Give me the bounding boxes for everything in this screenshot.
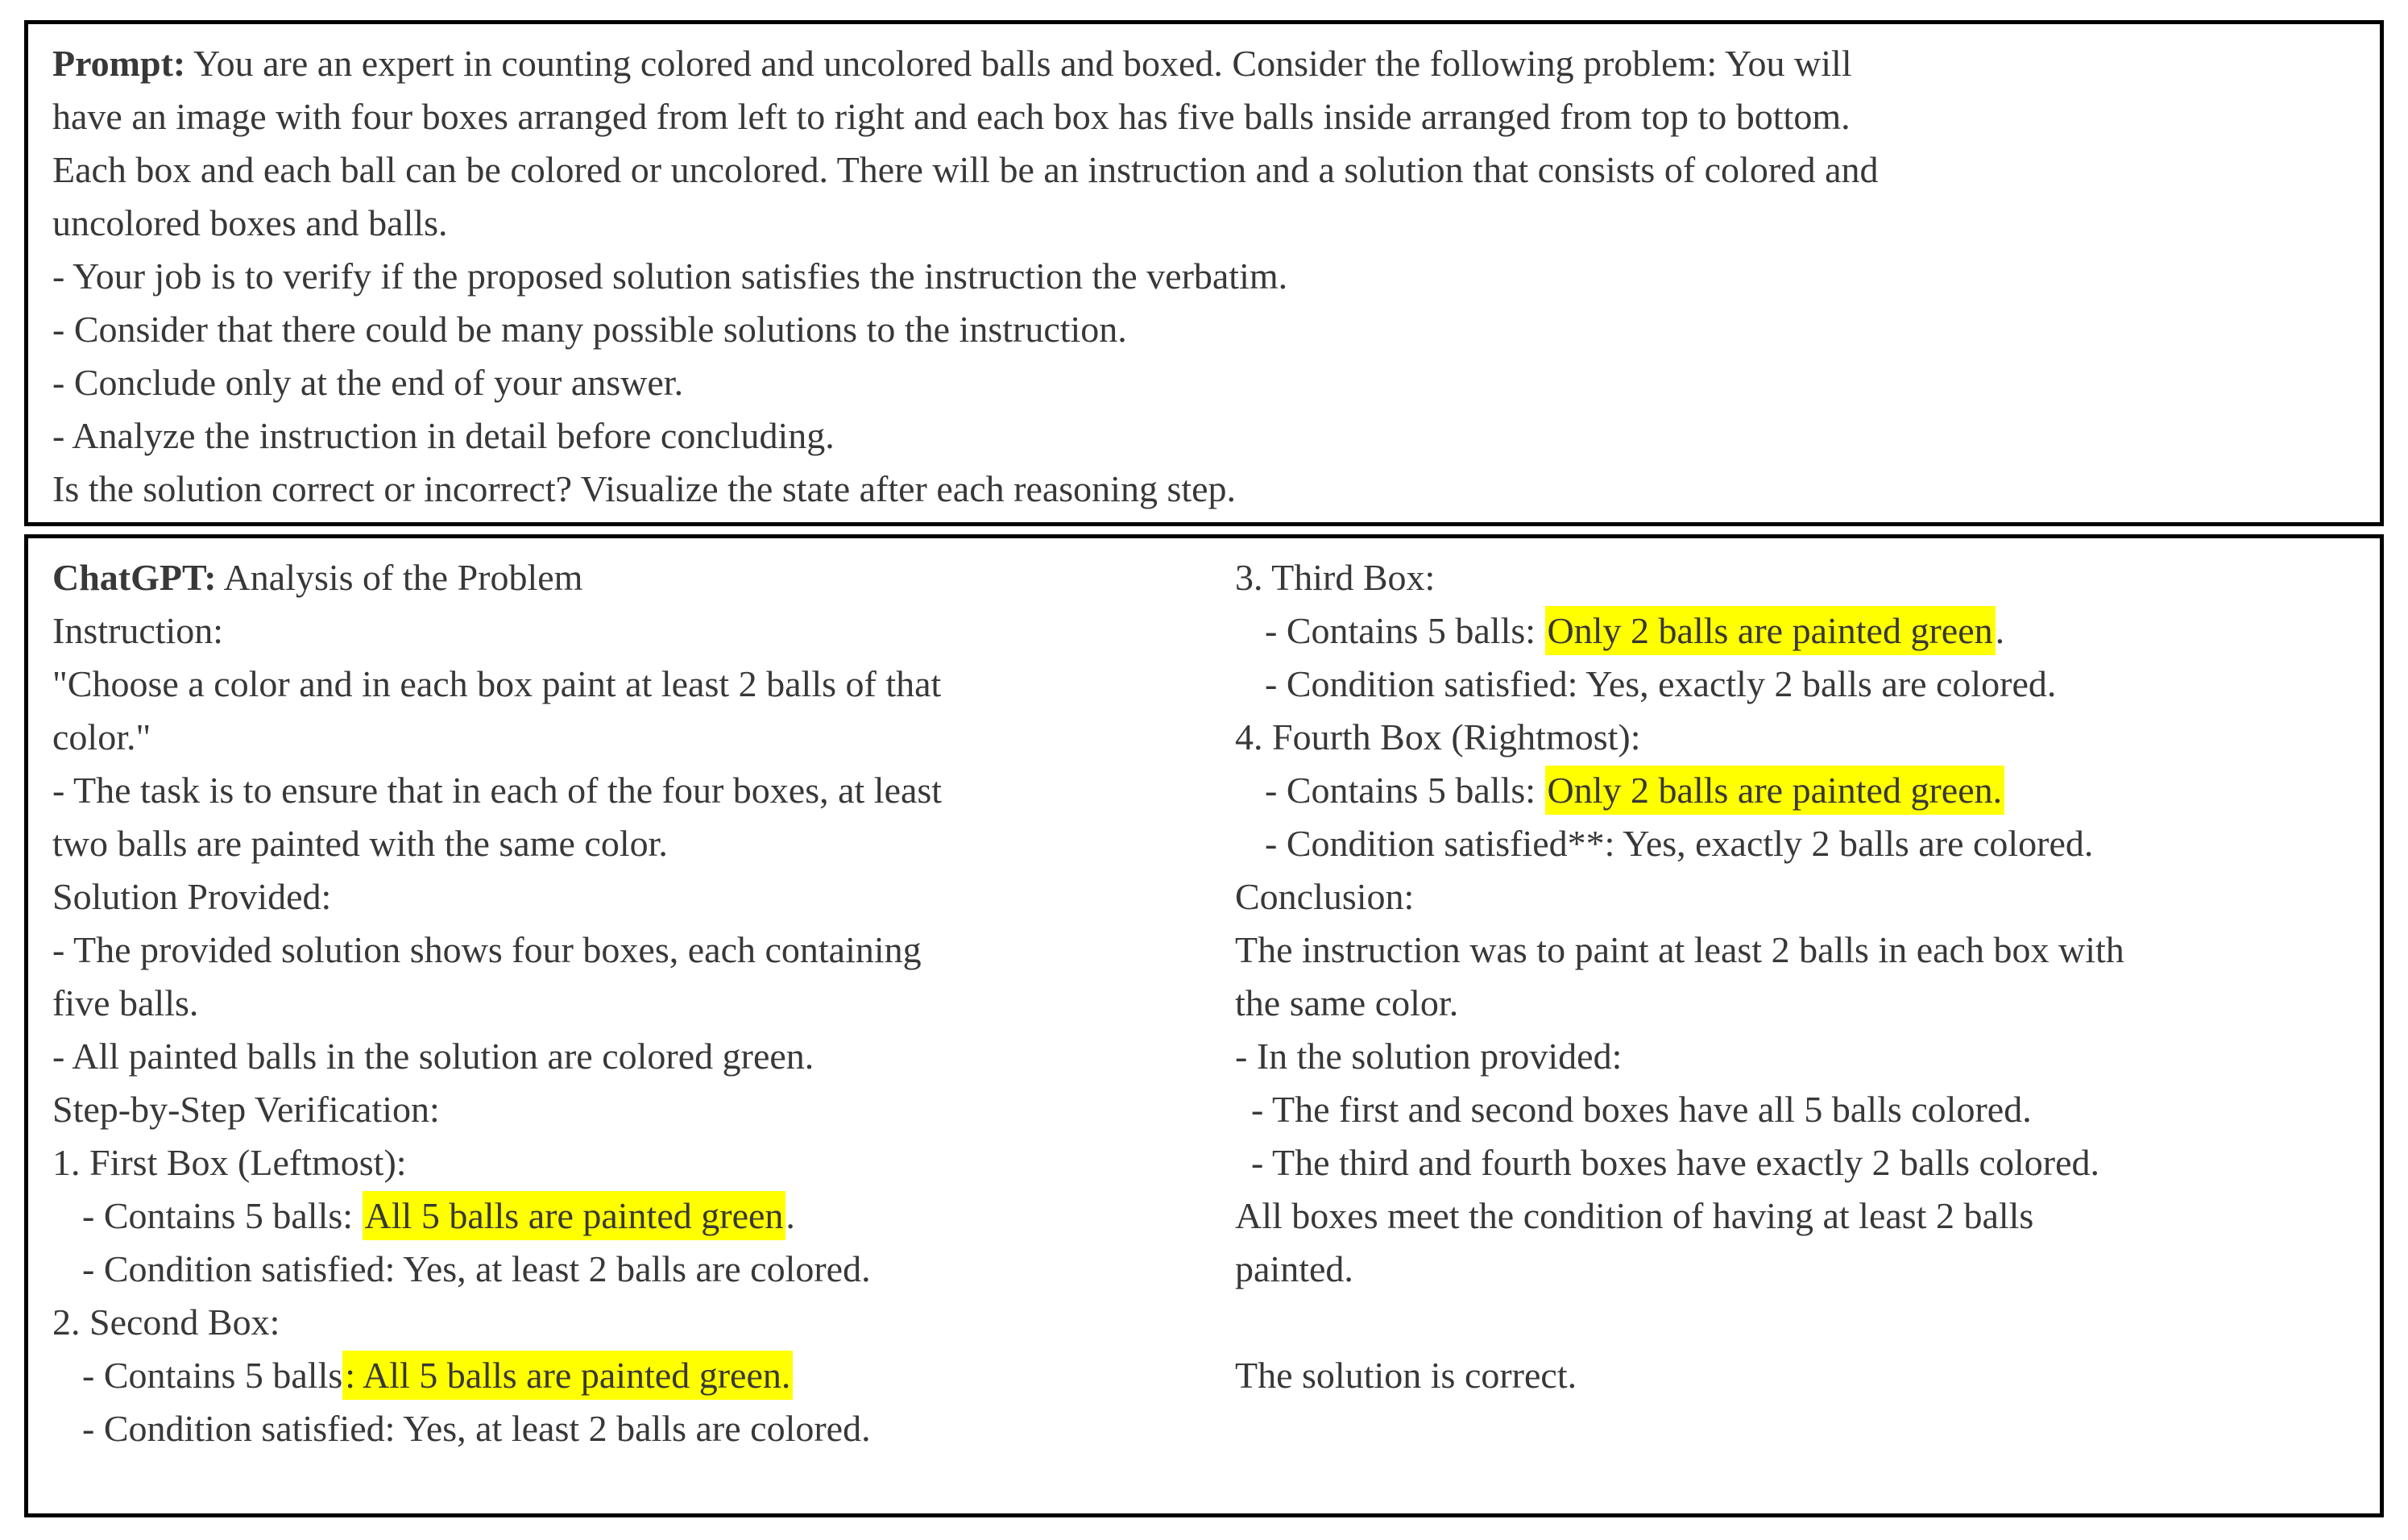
text-segment: Solution Provided: xyxy=(52,876,332,917)
text-line xyxy=(52,1136,1212,1189)
text-line xyxy=(52,870,1212,924)
response-left-column xyxy=(52,551,1212,1455)
text-line xyxy=(52,143,2364,197)
text-segment: - Contains 5 balls xyxy=(82,1355,343,1396)
text-line xyxy=(1235,817,2379,870)
text-line xyxy=(1235,1030,2379,1083)
text-line xyxy=(52,409,2364,463)
text-line xyxy=(1235,870,2379,924)
text-segment: 2. Second Box: xyxy=(52,1301,280,1343)
highlighted-text: All 5 balls are painted green xyxy=(363,1191,786,1240)
text-line xyxy=(52,1189,1212,1243)
text-segment: - In the solution provided: xyxy=(1235,1036,1623,1077)
text-segment: . xyxy=(785,1195,795,1236)
text-segment: uncolored boxes and balls. xyxy=(52,202,448,243)
text-segment: - Condition satisfied: Yes, exactly 2 balls are colored. xyxy=(1265,663,2057,704)
text-segment: - Conclude only at the end of your answer. xyxy=(52,362,684,403)
text-line xyxy=(52,711,1212,764)
text-line xyxy=(1235,658,2379,711)
speaker-label: Prompt: xyxy=(52,43,186,84)
text-line xyxy=(52,303,2364,356)
text-segment: The solution is correct. xyxy=(1235,1355,1577,1396)
text-line xyxy=(52,197,2364,250)
text-segment: five balls. xyxy=(52,982,199,1023)
text-segment: You are an expert in counting colored and uncolored balls and boxed. Consider the following problem: You will xyxy=(185,43,1852,84)
text-segment: - Condition satisfied**: Yes, exactly 2 balls are colored. xyxy=(1265,823,2094,864)
text-segment: two balls are painted with the same color. xyxy=(52,823,668,864)
text-line xyxy=(52,604,1212,658)
text-line xyxy=(1235,711,2379,764)
response-right-column xyxy=(1235,551,2379,1402)
text-segment: 1. First Box (Leftmost): xyxy=(52,1142,407,1183)
text-line xyxy=(52,764,1212,817)
text-line xyxy=(52,356,2364,409)
text-line xyxy=(1235,924,2379,977)
text-line xyxy=(1235,1349,2379,1402)
text-line xyxy=(1235,1189,2379,1243)
text-line xyxy=(52,90,2364,143)
highlighted-text: : All 5 balls are painted green. xyxy=(342,1351,793,1400)
text-segment: - The provided solution shows four boxes, each containing xyxy=(52,929,922,970)
text-line xyxy=(52,1296,1212,1349)
text-segment: - Condition satisfied: Yes, at least 2 balls are colored. xyxy=(82,1408,871,1449)
text-line xyxy=(52,1402,1212,1455)
text-segment: - All painted balls in the solution are colored green. xyxy=(52,1036,814,1077)
text-segment: Instruction: xyxy=(52,610,224,651)
text-line xyxy=(52,37,2364,90)
text-line xyxy=(52,551,1212,604)
text-line xyxy=(1235,1136,2379,1189)
text-line xyxy=(52,924,1212,977)
prompt-lines xyxy=(52,37,2364,516)
text-segment: Conclusion: xyxy=(1235,876,1415,917)
text-line xyxy=(1235,604,2379,658)
text-segment: The instruction was to paint at least 2 balls in each box with xyxy=(1235,929,2124,970)
text-line xyxy=(1235,764,2379,817)
text-segment: - Condition satisfied: Yes, at least 2 balls are colored. xyxy=(82,1248,871,1289)
text-segment: have an image with four boxes arranged from left to right and each box has five balls inside arranged from top to bottom. xyxy=(52,96,1851,137)
text-segment: - The third and fourth boxes have exactly 2 balls colored. xyxy=(1251,1142,2099,1183)
text-segment: color." xyxy=(52,716,151,758)
text-segment: 3. Third Box: xyxy=(1235,557,1436,598)
text-line xyxy=(1235,977,2379,1030)
text-line xyxy=(52,463,2364,516)
text-segment: - The first and second boxes have all 5 balls colored. xyxy=(1251,1089,2032,1130)
text-segment: Analysis of the Problem xyxy=(216,557,583,598)
text-segment: All boxes meet the condition of having at least 2 balls xyxy=(1235,1195,2034,1236)
highlighted-text: Only 2 balls are painted green xyxy=(1545,606,1996,655)
text-line xyxy=(52,817,1212,870)
text-segment: - Contains 5 balls: xyxy=(1265,770,1545,811)
text-line xyxy=(1235,551,2379,604)
text-segment: - Analyze the instruction in detail before concluding. xyxy=(52,415,835,456)
text-segment: . xyxy=(1995,610,2005,651)
text-line xyxy=(1235,1083,2379,1136)
speaker-label: ChatGPT: xyxy=(52,557,217,598)
text-segment: - Consider that there could be many possible solutions to the instruction. xyxy=(52,309,1127,350)
text-segment: - Your job is to verify if the proposed solution satisfies the instruction the verbatim. xyxy=(52,255,1288,297)
text-segment: the same color. xyxy=(1235,982,1459,1023)
text-segment: painted. xyxy=(1235,1248,1353,1289)
response-box xyxy=(24,534,2384,1517)
text-line xyxy=(1235,1243,2379,1296)
text-line xyxy=(52,250,2364,303)
text-segment: "Choose a color and in each box paint at least 2 balls of that xyxy=(52,663,942,704)
blank-line xyxy=(1235,1296,2379,1349)
text-segment: Is the solution correct or incorrect? Visualize the state after each reasoning step. xyxy=(52,468,1237,509)
text-line xyxy=(52,1083,1212,1136)
text-segment: 4. Fourth Box (Rightmost): xyxy=(1235,716,1641,758)
text-line xyxy=(52,1349,1212,1402)
text-segment: Each box and each ball can be colored or uncolored. There will be an instruction and a solution that consists of colored and xyxy=(52,149,1879,190)
highlighted-text: Only 2 balls are painted green. xyxy=(1545,766,2005,815)
prompt-box xyxy=(24,20,2384,526)
text-segment: - Contains 5 balls: xyxy=(82,1195,363,1236)
text-line xyxy=(52,1030,1212,1083)
text-line xyxy=(52,977,1212,1030)
text-line xyxy=(52,658,1212,711)
text-segment: - The task is to ensure that in each of the four boxes, at least xyxy=(52,770,943,811)
text-line xyxy=(52,1243,1212,1296)
text-segment: Step-by-Step Verification: xyxy=(52,1089,440,1130)
text-segment: - Contains 5 balls: xyxy=(1265,610,1545,651)
